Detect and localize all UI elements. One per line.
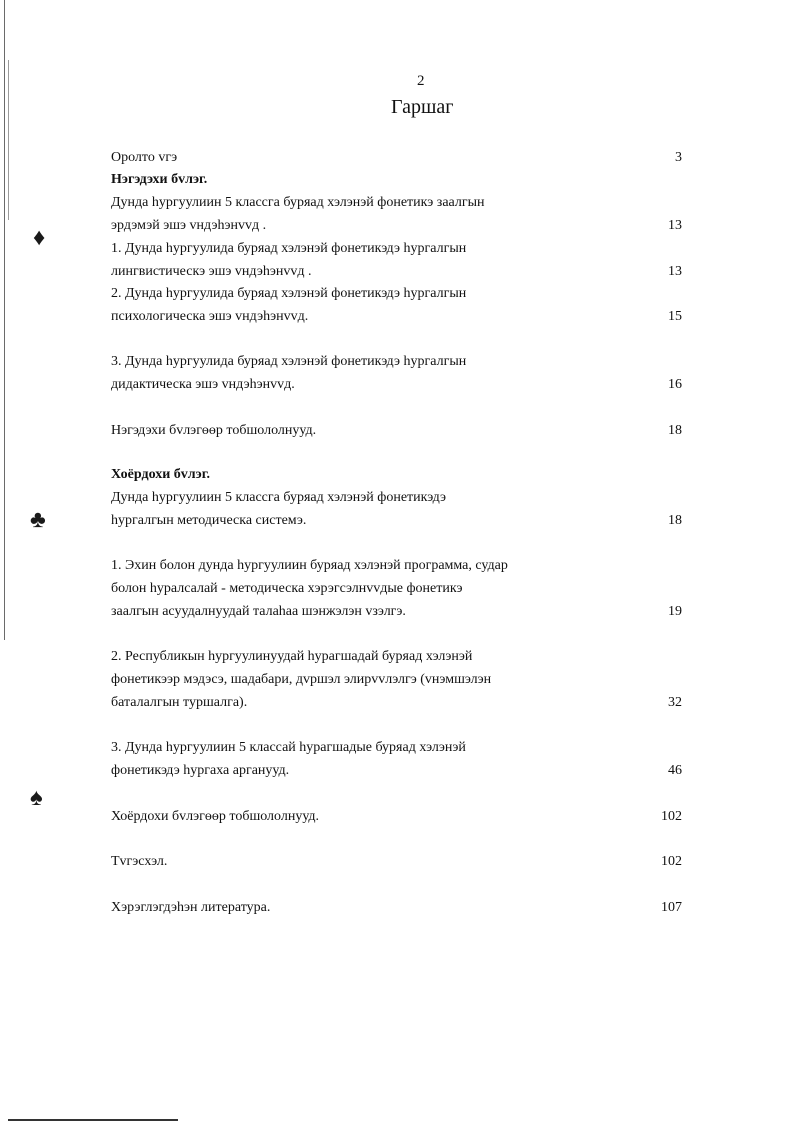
toc-entry-text: Оролто vгэ xyxy=(111,150,178,165)
toc-page-number: 13 xyxy=(668,264,682,279)
toc-page-number: 3 xyxy=(675,150,682,165)
toc-entry-text: Хэрэглэгдэhэн литература. xyxy=(111,900,271,915)
toc-page-number: 18 xyxy=(668,423,682,438)
toc-entry-text: Хоёрдохи бvлэгѳѳр тобшололнууд. xyxy=(111,809,320,824)
toc-entry-text: Нэгэдэхи бvлэгѳѳр тобшололнууд. xyxy=(111,423,317,438)
ink-blot-icon: ♦ xyxy=(33,225,46,251)
toc-entry-text: психологическа эшэ vндэhэнvvд. xyxy=(111,309,309,324)
toc-entry-text: Дунда hургуулиин 5 классга буряад хэлэнэй фонетикэ заалгын xyxy=(111,195,485,210)
toc-entry-text: 2. Республикын hургуулинуудай hурагшадай буряад хэлэнэй xyxy=(111,649,473,664)
toc-entry-text: заалгын асуудалнуудай талаhаа шэнжэлэн vзэлгэ. xyxy=(111,604,406,619)
toc-entry-text: баталалгын туршалга). xyxy=(111,695,248,710)
page-title: Гаршаг xyxy=(391,96,454,118)
toc-entry-text: фонетикэдэ hургаха арганууд. xyxy=(111,763,290,778)
toc-entry-text: дидактическа эшэ vндэhэнvvд. xyxy=(111,377,295,392)
scan-edge-line xyxy=(8,60,9,220)
toc-page-number: 46 xyxy=(668,763,682,778)
toc-entry-text: 1. Эхин болон дунда hургуулиин буряад хэлэнэй программа, судар xyxy=(111,558,508,573)
toc-page-number: 18 xyxy=(668,513,682,528)
scan-bottom-line xyxy=(8,1119,178,1121)
toc-entry-text: эрдэмэй эшэ vндэhэнvvд . xyxy=(111,218,267,233)
toc-entry-text: 3. Дунда hургуулиин 5 классай hурагшадые буряад хэлэнэй xyxy=(111,740,466,755)
toc-page-number: 102 xyxy=(661,854,682,869)
toc-entry-text: 2. Дунда hургуулида буряад хэлэнэй фонетикэдэ hургалгын xyxy=(111,286,467,301)
ink-blot-icon: ♠ xyxy=(30,785,43,811)
toc-section-heading: Нэгэдэхи бvлэг. xyxy=(111,172,208,187)
toc-page-number: 32 xyxy=(668,695,682,710)
toc-entry-text: фонетикээр мэдэсэ, шадабари, дvршэл элирvvлэлгэ (vнэмшэлэн xyxy=(111,672,492,687)
toc-entry-text: лингвистическэ эшэ vндэhэнvvд . xyxy=(111,264,312,279)
toc-section-heading: Хоёрдохи бvлэг. xyxy=(111,467,210,482)
toc-entry-text: Тvгэсхэл. xyxy=(111,854,168,869)
toc-entry-text: hургалгын методическа системэ. xyxy=(111,513,307,528)
ink-blot-icon: ♣ xyxy=(30,507,46,533)
toc-page-number: 102 xyxy=(661,809,682,824)
toc-entry-text: Дунда hургуулиин 5 классга буряад хэлэнэй фонетикэдэ xyxy=(111,490,447,505)
toc-entry-text: 1. Дунда hургуулида буряад хэлэнэй фонетикэдэ hургалгын xyxy=(111,241,467,256)
toc-page-number: 15 xyxy=(668,309,682,324)
toc-page-number: 13 xyxy=(668,218,682,233)
toc-page-number: 16 xyxy=(668,377,682,392)
toc-page-number: 107 xyxy=(661,900,682,915)
scan-edge-line xyxy=(4,0,5,640)
toc-entry-text: болон hуралсалай - методическа хэрэгсэлнvvдые фонетикэ xyxy=(111,581,463,596)
page-number: 2 xyxy=(417,73,425,89)
toc-entry-text: 3. Дунда hургуулида буряад хэлэнэй фонетикэдэ hургалгын xyxy=(111,354,467,369)
toc-page-number: 19 xyxy=(668,604,682,619)
